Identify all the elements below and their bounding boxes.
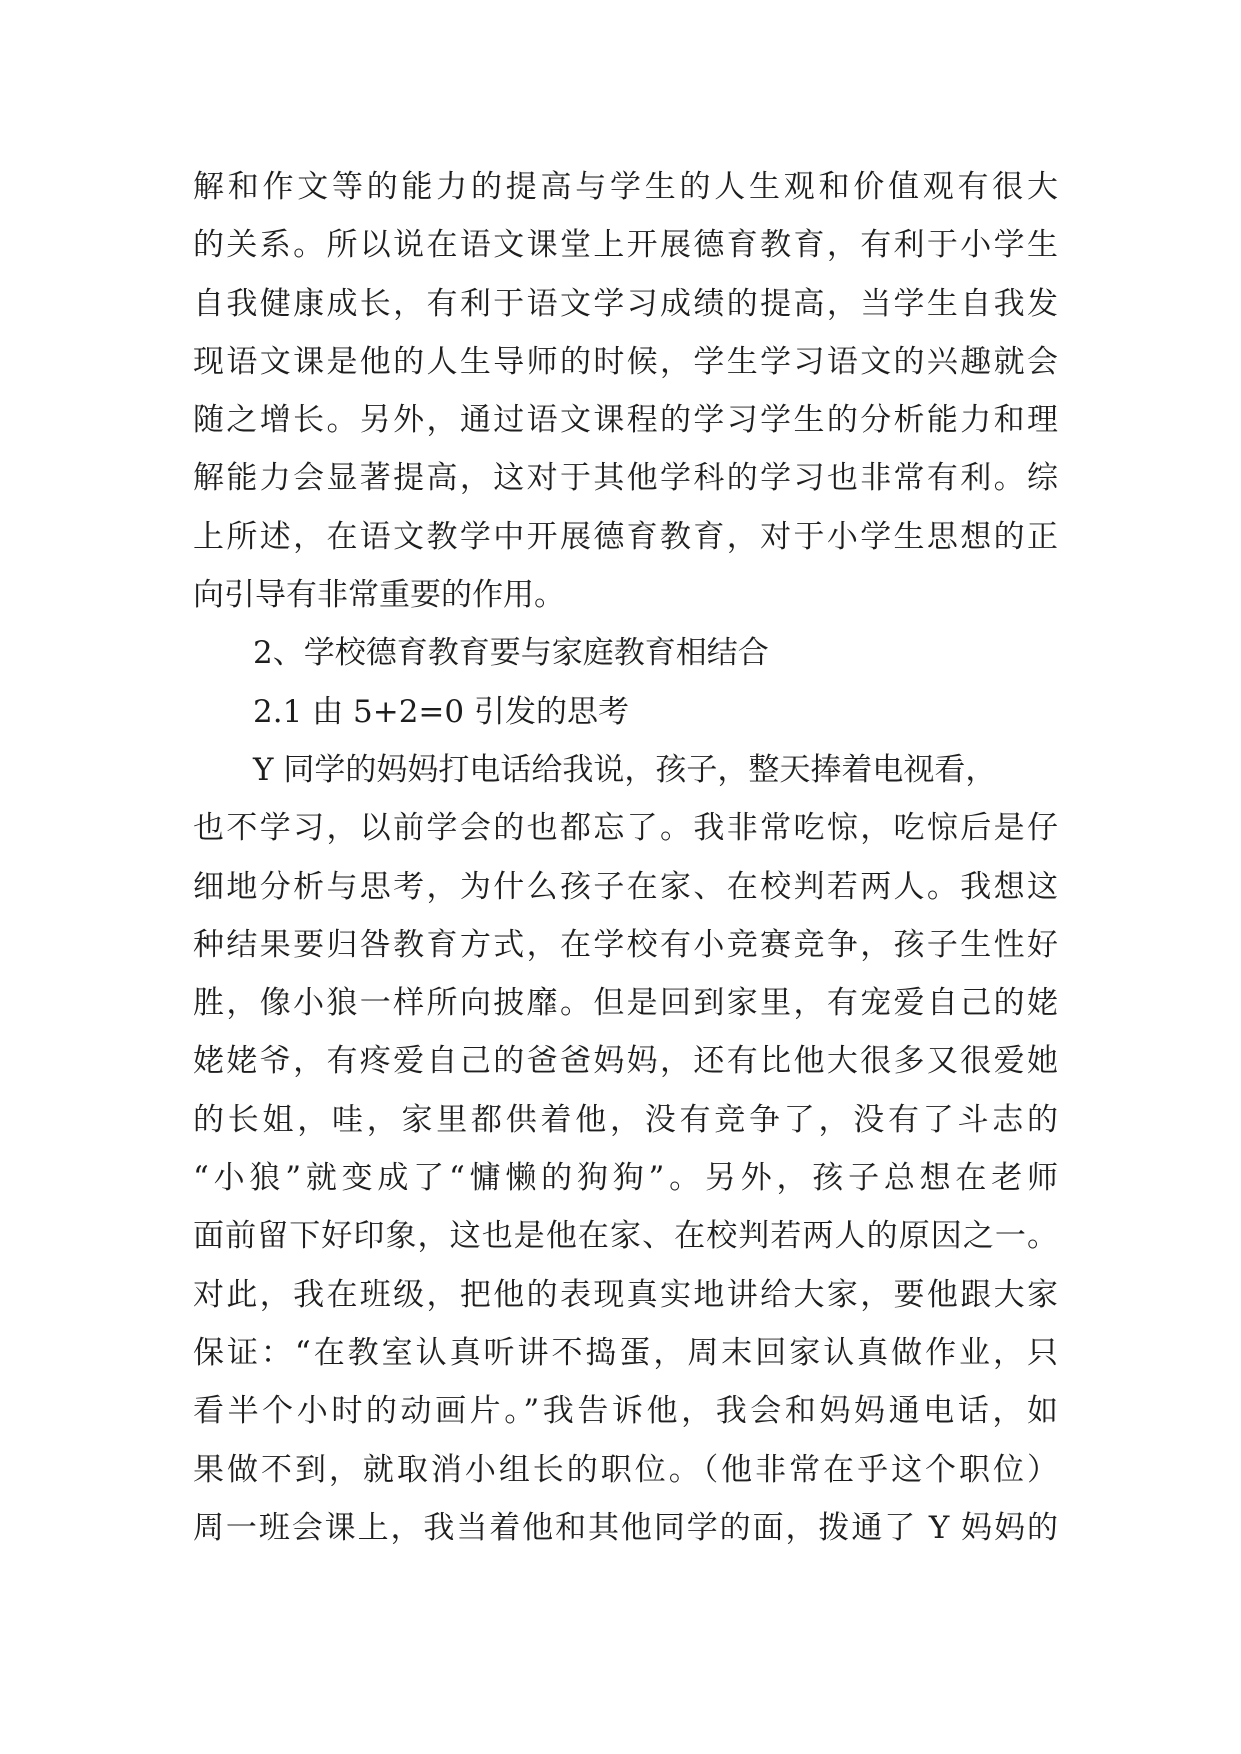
paragraph-line: 的关系。所以说在语文课堂上开展德育教育，有利于小学生 (193, 227, 1058, 264)
body-text (193, 158, 1058, 1557)
paragraph-line: 胜，像小狼一样所向披靡。但是回到家里，有宠爱自己的姥 (193, 985, 1058, 1022)
paragraph-line: 也不学习，以前学会的也都忘了。我非常吃惊，吃惊后是仔 (193, 810, 1058, 847)
paragraph-line: 向引导有非常重要的作用。 (193, 577, 565, 614)
paragraph-line: 姥姥爷，有疼爱自己的爸爸妈妈，还有比他大很多又很爱她 (193, 1043, 1058, 1080)
paragraph-line: “小狼”就变成了“慵懒的狗狗”。另外，孩子总想在老师 (193, 1160, 1058, 1197)
paragraph-line: 看半个小时的动画片。”我告诉他，我会和妈妈通电话，如 (193, 1393, 1058, 1430)
section-heading: 2、学校德育教育要与家庭教育相结合 (253, 635, 769, 672)
paragraph-line: Y 同学的妈妈打电话给我说，孩子，整天捧着电视看， (253, 751, 997, 788)
paragraph-line: 的长姐，哇，家里都供着他，没有竞争了，没有了斗志的 (193, 1101, 1058, 1138)
paragraph-line: 解能力会显著提高，这对于其他学科的学习也非常有利。综 (193, 460, 1058, 497)
paragraph-line: 随之增长。另外，通过语文课程的学习学生的分析能力和理 (193, 402, 1058, 439)
paragraph-line: 细地分析与思考，为什么孩子在家、在校判若两人。我想这 (193, 868, 1058, 905)
paragraph-line: 对此，我在班级，把他的表现真实地讲给大家，要他跟大家 (193, 1276, 1058, 1313)
paragraph-line: 解和作文等的能力的提高与学生的人生观和价值观有很大 (193, 169, 1058, 205)
paragraph-line: 种结果要归咎教育方式，在学校有小竞赛竞争，孩子生性好 (193, 926, 1058, 963)
paragraph-line: 面前留下好印象，这也是他在家、在校判若两人的原因之一。 (193, 1218, 1058, 1255)
paragraph-line: 现语文课是他的人生导师的时候，学生学习语文的兴趣就会 (193, 343, 1058, 380)
paragraph-line: 保证：“在教室认真听讲不捣蛋，周末回家认真做作业，只 (193, 1334, 1058, 1371)
paragraph-line: 果做不到，就取消小组长的职位。（他非常在乎这个职位） (193, 1451, 1058, 1488)
section-heading: 2.1 由 5+2=0 引发的思考 (253, 693, 629, 730)
paragraph-line: 上所述，在语文教学中开展德育教育，对于小学生思想的正 (193, 518, 1058, 555)
paragraph-line: 周一班会课上，我当着他和其他同学的面，拨通了 Y 妈妈的 (193, 1509, 1058, 1546)
paragraph-line: 自我健康成长，有利于语文学习成绩的提高，当学生自我发 (193, 285, 1058, 322)
